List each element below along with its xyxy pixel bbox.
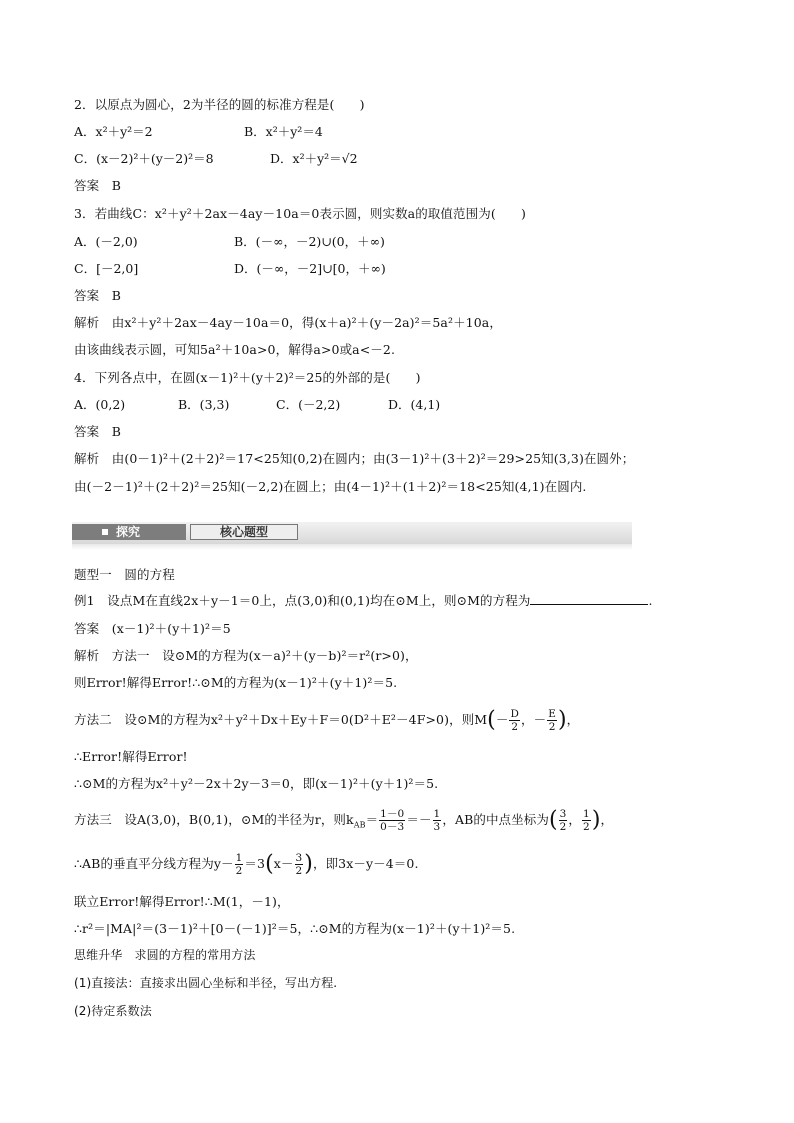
method2-line1: 方法二 设⊙M的方程为x²＋y²＋Dx＋Ey＋F＝0(D²＋E²－4F>0)，则M(－ $\frac{D}{2}$ ，－ $\frac{E}{2}$ )， — [74, 707, 580, 733]
section-title: 题型一 圆的方程 — [74, 567, 175, 582]
q3-option-d: D．(－∞，－2]∪[0，＋∞) — [234, 261, 386, 276]
q3-option-b: B．(－∞，－2)∪(0，＋∞) — [234, 234, 385, 249]
q2-option-c: C．(x－2)²＋(y－2)²＝8 — [74, 151, 214, 166]
q3-option-c: C．[－2,0] — [74, 261, 139, 276]
q3-answer: 答案 B — [74, 288, 122, 303]
banner-label-explore: 探究 — [72, 524, 186, 540]
answer-blank — [530, 592, 648, 605]
think-item-2: (2)待定系数法 — [74, 1004, 152, 1018]
square-bullet-icon — [102, 529, 108, 535]
q3-analysis-1: 解析 由x²＋y²＋2ax－4ay－10a＝0，得(x＋a)²＋(y－2a)²＝5a²＋10a， — [74, 315, 502, 330]
method1-line2: 则Error!解得Error!∴⊙M的方程为(x－1)²＋(y＋1)²＝5. — [74, 675, 398, 690]
fraction-one-half-b: $\frac{1}{2}$ — [235, 852, 243, 877]
q4-stem: 4．下列各点中，在圆(x－1)²＋(y＋2)²＝25的外部的是( ) — [74, 370, 421, 385]
fraction-one-third: $\frac{1}{3}$ — [433, 808, 441, 833]
fraction-three-halves-b: $\frac{3}{2}$ — [295, 852, 303, 877]
q4-analysis-2: 由(－2－1)²＋(2＋2)²＝25知(－2,2)在圆上；由(4－1)²＋(1＋2)²＝18<25知(4,1)在圆内. — [74, 479, 587, 494]
q2-option-d: D．x²＋y²＝√2 — [270, 151, 358, 166]
example-answer: 答案 (x－1)²＋(y＋1)²＝5 — [74, 621, 231, 636]
q2-answer: 答案 B — [74, 178, 122, 193]
fraction-three-halves: $\frac{3}{2}$ — [559, 808, 567, 833]
banner-shadow — [72, 544, 632, 550]
q4-answer: 答案 B — [74, 424, 122, 439]
think-item-1: (1)直接法：直接求出圆心坐标和半径，写出方程. — [74, 976, 338, 990]
q4-option-d: D．(4,1) — [388, 397, 441, 412]
fraction-one-half: $\frac{1}{2}$ — [583, 808, 590, 833]
q4-option-b: B．(3,3) — [178, 397, 230, 412]
q4-analysis-1: 解析 由(0－1)²＋(2＋2)²＝17<25知(0,2)在圆内；由(3－1)²＋(3＋2)²＝29>25知(3,3)在圆外； — [74, 451, 635, 466]
q4-option-a: A．(0,2) — [74, 397, 126, 412]
section-banner — [72, 522, 632, 544]
fraction-d-over-2: $\frac{D}{2}$ — [510, 708, 519, 733]
q3-option-a: A．(－2,0) — [74, 234, 138, 249]
q2-stem: 2．以原点为圆心，2为半径的圆的标准方程是( ) — [74, 97, 365, 112]
method2-line2: ∴Error!解得Error! — [74, 749, 188, 764]
q3-analysis-2: 由该曲线表示圆，可知5a²＋10a>0，解得a>0或a<－2. — [74, 342, 396, 357]
q2-option-b: B．x²＋y²＝4 — [244, 124, 323, 139]
q4-option-c: C．(－2,2) — [276, 397, 341, 412]
method3-line1: 方法三 设A(3,0)，B(0,1)，⊙M的半径为r，则$k_{AB}=$ $\frac{1-0}{0-3}$ ＝－ $\frac{1}{3}$ ，AB的中点坐标为( $\frac{3}{2}$ ， $\frac{1}{2}$ )， — [74, 807, 614, 833]
q3-stem: 3．若曲线C：x²＋y²＋2ax－4ay－10a＝0表示圆，则实数a的取值范围为( ) — [74, 206, 526, 221]
fraction-e-over-2: $\frac{E}{2}$ — [548, 708, 556, 733]
method3-line2: ∴AB的垂直平分线方程为y－ $\frac{1}{2}$ ＝3(x－ $\frac{3}{2}$ )，即3x－y－4＝0. — [74, 851, 419, 877]
method3-line4: ∴r²＝|MA|²＝(3－1)²＋[0－(－1)]²＝5，∴⊙M的方程为(x－1)²＋(y＋1)²＝5. — [74, 921, 516, 936]
method1-line1: 解析 方法一 设⊙M的方程为(x－a)²＋(y－b)²＝r²(r>0)， — [74, 648, 418, 663]
q2-option-a: A．x²＋y²＝2 — [74, 124, 153, 139]
fraction-slope: $\frac{1-0}{0-3}$ — [380, 808, 405, 833]
method3-line3: 联立Error!解得Error!∴M(1，－1)， — [74, 894, 290, 909]
think-title: 思维升华 求圆的方程的常用方法 — [74, 948, 256, 962]
example-1: 例1 设点M在直线2x＋y－1＝0上，点(3,0)和(0,1)均在⊙M上，则⊙M的方程为 . — [74, 593, 653, 608]
method2-line3: ∴⊙M的方程为x²＋y²－2x＋2y－3＝0，即(x－1)²＋(y＋1)²＝5. — [74, 776, 439, 791]
banner-label-core: 核心题型 — [190, 524, 298, 540]
